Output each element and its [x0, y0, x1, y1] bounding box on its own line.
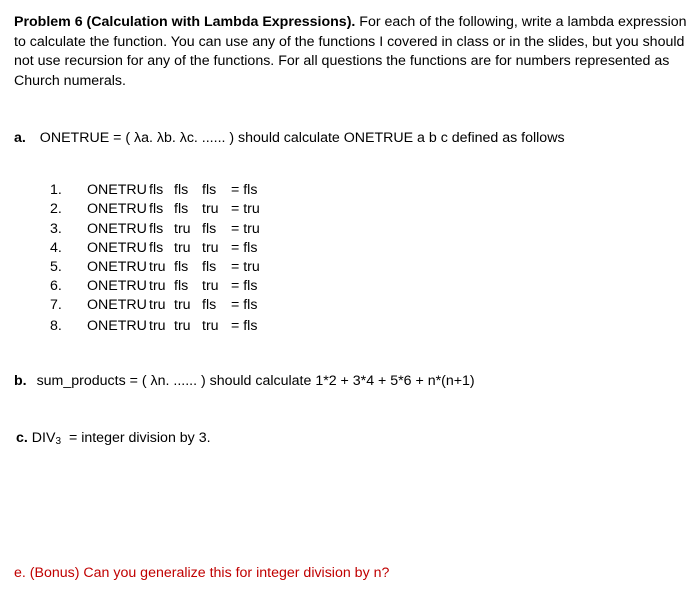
truth-table-a3: tru [202, 278, 219, 294]
truth-table-a2: tru [174, 240, 191, 256]
part-e-bonus: e. (Bonus) Can you generalize this for integer division by n? [14, 565, 390, 581]
part-b-text: sum_products = ( λn. ...... ) should calculate 1*2 + 3*4 + 5*6 + n*(n+1) [36, 373, 475, 389]
truth-table-a2: tru [174, 221, 191, 237]
truth-table-num: 4. [50, 240, 62, 256]
part-c-subscript: 3 [55, 436, 62, 447]
truth-table-a2: fls [174, 201, 189, 217]
truth-table-a2: tru [174, 318, 191, 334]
truth-table-res: = tru [231, 201, 260, 217]
truth-table-res: = fls [231, 297, 258, 313]
truth-table-res: = fls [231, 278, 258, 294]
part-a-heading [14, 130, 565, 146]
part-c-label: c. [16, 430, 28, 446]
truth-table-res: = fls [231, 240, 258, 256]
truth-table-res: = tru [231, 221, 260, 237]
truth-table-a3: fls [202, 182, 217, 198]
truth-table-fn: ONETRU [87, 240, 147, 256]
truth-table-a1: fls [149, 221, 164, 237]
truth-table-num: 7. [50, 297, 62, 313]
truth-table-a1: tru [149, 318, 166, 334]
problem-statement [14, 13, 694, 91]
truth-table-a3: tru [202, 240, 219, 256]
truth-table-a3: tru [202, 318, 219, 334]
truth-table-fn: ONETRU [87, 278, 147, 294]
truth-table-fn: ONETRU [87, 221, 147, 237]
truth-table-a2: fls [174, 259, 189, 275]
truth-table-a1: tru [149, 259, 166, 275]
truth-table-res: = fls [231, 318, 258, 334]
truth-table-fn: ONETRU [87, 318, 147, 334]
truth-table-num: 3. [50, 221, 62, 237]
truth-table-a3: tru [202, 201, 219, 217]
truth-table-a2: fls [174, 278, 189, 294]
truth-table-fn: ONETRU [87, 259, 147, 275]
part-a-text: ONETRUE = ( λa. λb. λc. ...... ) should calculate ONETRUE a b c defined as follows [39, 130, 565, 146]
truth-table-fn: ONETRU [87, 201, 147, 217]
part-b-heading [14, 373, 475, 389]
truth-table-num: 1. [50, 182, 62, 198]
truth-table-a3: fls [202, 297, 217, 313]
truth-table-a3: fls [202, 221, 217, 237]
truth-table-num: 5. [50, 259, 62, 275]
part-b-label: b. [14, 373, 27, 389]
truth-table-num: 6. [50, 278, 62, 294]
part-c-text: = integer division by 3. [68, 430, 211, 446]
part-c-heading [16, 430, 211, 447]
truth-table-a2: fls [174, 182, 189, 198]
truth-table-a2: tru [174, 297, 191, 313]
truth-table-res: = tru [231, 259, 260, 275]
part-a-label: a. [14, 130, 26, 146]
truth-table-num: 8. [50, 318, 62, 334]
truth-table-a1: fls [149, 182, 164, 198]
truth-table-a1: fls [149, 201, 164, 217]
truth-table-a1: fls [149, 240, 164, 256]
truth-table-fn: ONETRU [87, 182, 147, 198]
problem-title: Problem 6 (Calculation with Lambda Expressions). [14, 14, 356, 30]
part-c-name: DIV [31, 430, 56, 446]
truth-table-a1: tru [149, 297, 166, 313]
truth-table-fn: ONETRU [87, 297, 147, 313]
truth-table-num: 2. [50, 201, 62, 217]
truth-table-a1: tru [149, 278, 166, 294]
truth-table-res: = fls [231, 182, 258, 198]
problem-instructions: For each of the following, write a lambda expression to calculate the function. You can use any of the functions I covered in class or in the slides, but you should not use recursion for any of the functions. For all questions the functions are for numbers represented as Church numerals. [14, 14, 687, 89]
truth-table-a3: fls [202, 259, 217, 275]
